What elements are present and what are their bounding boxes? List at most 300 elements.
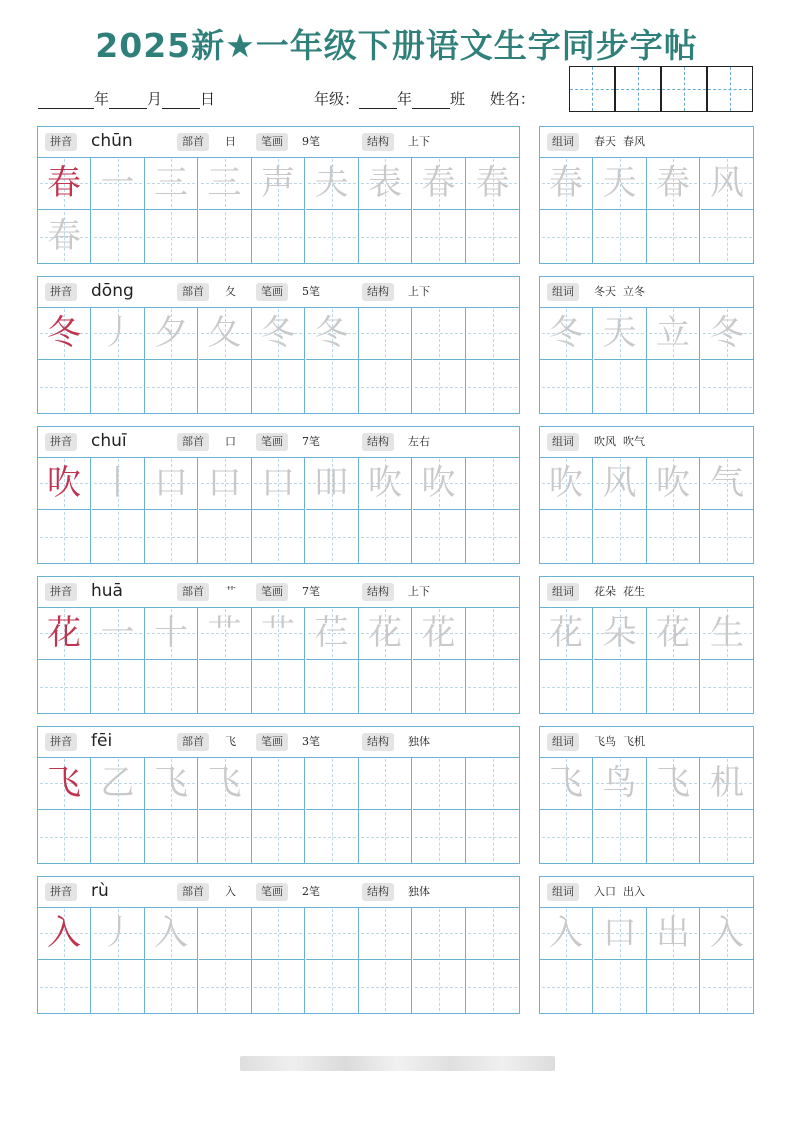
- writing-cell[interactable]: [306, 510, 359, 563]
- radical-value: 口: [225, 435, 236, 448]
- words-card: [539, 426, 754, 564]
- writing-cell[interactable]: [199, 757, 252, 810]
- writing-cell[interactable]: [413, 457, 466, 510]
- writing-cell[interactable]: [306, 157, 359, 210]
- word-trace-character: 入: [710, 913, 744, 953]
- trace-character: 三: [154, 163, 188, 203]
- pinyin-value: chuī: [91, 431, 127, 451]
- word-trace-character: 入: [549, 913, 583, 953]
- word-trace-character: 吹: [549, 463, 583, 503]
- writing-cell[interactable]: [199, 660, 252, 713]
- radical-value: 艹: [225, 585, 236, 598]
- word-trace-character: 花: [656, 613, 690, 653]
- model-character: 吹: [47, 463, 81, 503]
- word-trace-character: 天: [602, 163, 637, 203]
- strokes-tag: 笔画: [256, 883, 288, 901]
- writing-cell[interactable]: [38, 607, 91, 660]
- radical-tag: 部首: [177, 283, 209, 301]
- writing-cell[interactable]: [306, 360, 359, 413]
- word-cell[interactable]: [540, 607, 593, 660]
- writing-cell[interactable]: [306, 457, 359, 510]
- word-cell[interactable]: [540, 907, 593, 960]
- word-cell[interactable]: [594, 457, 647, 510]
- pinyin-value: chūn: [91, 131, 133, 151]
- model-character: 冬: [47, 313, 81, 353]
- words-value: 春天 春风: [594, 135, 645, 148]
- trace-character: 一: [100, 613, 135, 653]
- words-value: 飞鸟 飞机: [594, 735, 645, 748]
- word-cell[interactable]: [701, 960, 754, 1013]
- trace-character: 三: [207, 163, 242, 203]
- word-cell[interactable]: [701, 607, 754, 660]
- trace-character: 入: [154, 913, 188, 953]
- writing-cell[interactable]: [359, 360, 412, 413]
- words-header: [540, 427, 753, 458]
- model-character: 飞: [47, 763, 81, 803]
- writing-cell[interactable]: [306, 607, 359, 660]
- class-label: 班: [450, 90, 466, 108]
- writing-cell[interactable]: [359, 757, 412, 810]
- trace-character: 夫: [314, 163, 349, 203]
- word-trace-character: 鸟: [602, 763, 637, 803]
- radical-tag: 部首: [177, 583, 209, 601]
- words-header: [540, 577, 753, 608]
- writing-cell[interactable]: [359, 510, 412, 563]
- structure-value: 上下: [408, 285, 430, 298]
- writing-cell[interactable]: [252, 960, 305, 1013]
- writing-cell[interactable]: [199, 157, 252, 210]
- word-trace-character: 吹: [656, 463, 690, 503]
- writing-cell[interactable]: [413, 510, 466, 563]
- word-trace-character: 立: [656, 313, 690, 353]
- word-cell[interactable]: [594, 307, 647, 360]
- card-header: [38, 577, 519, 608]
- grade-label: 年级：: [314, 90, 360, 108]
- pinyin-tag: 拼音: [45, 583, 77, 601]
- strokes-value: 2笔: [302, 885, 320, 898]
- word-cell[interactable]: [540, 307, 593, 360]
- structure-value: 上下: [408, 135, 430, 148]
- writing-cell[interactable]: [466, 660, 519, 713]
- writing-cell[interactable]: [145, 960, 198, 1013]
- strokes-value: 3笔: [302, 735, 320, 748]
- radical-value: 入: [225, 885, 236, 898]
- radical-value: 夂: [225, 285, 236, 298]
- name-cell[interactable]: [661, 66, 707, 112]
- word-cell[interactable]: [647, 757, 700, 810]
- writing-cell[interactable]: [359, 157, 412, 210]
- word-cell[interactable]: [701, 307, 754, 360]
- pinyin-value: dōng: [91, 281, 134, 301]
- trace-character: 口: [154, 463, 188, 503]
- writing-cell[interactable]: [359, 607, 412, 660]
- word-cell[interactable]: [594, 607, 647, 660]
- card-header: [38, 277, 519, 308]
- word-cell[interactable]: [701, 757, 754, 810]
- word-cell[interactable]: [594, 157, 647, 210]
- writing-cell[interactable]: [92, 810, 145, 863]
- trace-character: 丿: [100, 913, 135, 953]
- trace-character: 口: [261, 463, 295, 503]
- writing-cell[interactable]: [413, 157, 466, 210]
- structure-value: 独体: [408, 735, 430, 748]
- word-cell[interactable]: [594, 660, 647, 713]
- writing-cell[interactable]: [359, 907, 412, 960]
- writing-cell[interactable]: [252, 210, 305, 263]
- card-header: [38, 127, 519, 158]
- writing-cell[interactable]: [145, 457, 198, 510]
- writing-cell[interactable]: [466, 157, 519, 210]
- writing-cell[interactable]: [92, 907, 145, 960]
- word-cell[interactable]: [540, 510, 593, 563]
- word-trace-character: 冬: [710, 313, 744, 353]
- writing-cell[interactable]: [252, 757, 305, 810]
- writing-cell[interactable]: [252, 307, 305, 360]
- model-character: 花: [47, 613, 81, 653]
- words-value: 花朵 花生: [594, 585, 645, 598]
- words-tag: 组词: [547, 433, 579, 451]
- writing-cell[interactable]: [199, 510, 252, 563]
- word-cell[interactable]: [701, 457, 754, 510]
- writing-cell[interactable]: [466, 960, 519, 1013]
- word-cell[interactable]: [647, 360, 700, 413]
- trace-character: 冬: [261, 313, 295, 353]
- pinyin-tag: 拼音: [45, 133, 77, 151]
- writing-cell[interactable]: [199, 307, 252, 360]
- word-cell[interactable]: [540, 157, 593, 210]
- writing-cell[interactable]: [359, 457, 412, 510]
- writing-cell[interactable]: [145, 210, 198, 263]
- writing-cell[interactable]: [38, 457, 91, 510]
- words-tag: 组词: [547, 583, 579, 601]
- writing-cell[interactable]: [252, 810, 305, 863]
- writing-cell[interactable]: [38, 757, 91, 810]
- writing-cell[interactable]: [199, 607, 252, 660]
- word-cell[interactable]: [594, 510, 647, 563]
- card-header: [38, 727, 519, 758]
- writing-cell[interactable]: [92, 307, 145, 360]
- writing-cell[interactable]: [145, 660, 198, 713]
- word-cell[interactable]: [647, 157, 700, 210]
- writing-cell[interactable]: [145, 907, 198, 960]
- word-cell[interactable]: [647, 510, 700, 563]
- word-trace-character: 风: [602, 463, 637, 503]
- writing-cell[interactable]: [38, 660, 91, 713]
- writing-cell[interactable]: [413, 607, 466, 660]
- day-label: 日: [200, 90, 216, 108]
- word-cell[interactable]: [647, 210, 700, 263]
- trace-character: 丿: [100, 313, 135, 353]
- strokes-tag: 笔画: [256, 283, 288, 301]
- word-cell[interactable]: [540, 757, 593, 810]
- writing-cell[interactable]: [145, 810, 198, 863]
- writing-cell[interactable]: [306, 660, 359, 713]
- word-trace-character: 花: [549, 613, 583, 653]
- year-blank[interactable]: [38, 92, 94, 109]
- trace-character: 春: [421, 163, 456, 203]
- structure-tag: 结构: [362, 283, 394, 301]
- writing-cell[interactable]: [38, 157, 91, 210]
- writing-cell[interactable]: [92, 510, 145, 563]
- writing-cell[interactable]: [413, 810, 466, 863]
- strokes-value: 9笔: [302, 135, 320, 148]
- writing-cell[interactable]: [38, 510, 91, 563]
- blurred-footer: [240, 1056, 555, 1071]
- word-cell[interactable]: [647, 960, 700, 1013]
- word-cell[interactable]: [594, 960, 647, 1013]
- writing-cell[interactable]: [92, 457, 145, 510]
- practice-card: [37, 876, 520, 1014]
- word-cell[interactable]: [701, 810, 754, 863]
- writing-cell[interactable]: [252, 660, 305, 713]
- writing-cell[interactable]: [413, 360, 466, 413]
- trace-character: 花: [421, 613, 456, 653]
- words-header: [540, 277, 753, 308]
- word-cell[interactable]: [594, 360, 647, 413]
- words-value: 入口 出入: [594, 885, 645, 898]
- structure-tag: 结构: [362, 433, 394, 451]
- year-label: 年: [94, 90, 110, 108]
- writing-cell[interactable]: [413, 757, 466, 810]
- strokes-tag: 笔画: [256, 133, 288, 151]
- practice-card: [37, 726, 520, 864]
- words-header: [540, 127, 753, 158]
- word-cell[interactable]: [647, 307, 700, 360]
- writing-cell[interactable]: [145, 360, 198, 413]
- writing-cell[interactable]: [38, 907, 91, 960]
- writing-cell[interactable]: [92, 157, 145, 210]
- writing-cell[interactable]: [145, 157, 198, 210]
- trace-character: 艹: [207, 613, 242, 653]
- month-blank[interactable]: [109, 92, 147, 109]
- writing-cell[interactable]: [252, 157, 305, 210]
- words-value: 吹风 吹气: [594, 435, 645, 448]
- writing-cell[interactable]: [466, 757, 519, 810]
- name-grid[interactable]: [569, 66, 755, 112]
- word-cell[interactable]: [701, 360, 754, 413]
- writing-cell[interactable]: [38, 960, 91, 1013]
- grade-year-label: 年: [397, 90, 413, 108]
- word-cell[interactable]: [540, 457, 593, 510]
- trace-character: 口: [207, 463, 242, 503]
- pinyin-tag: 拼音: [45, 733, 77, 751]
- writing-cell[interactable]: [466, 810, 519, 863]
- strokes-value: 7笔: [302, 585, 320, 598]
- word-cell[interactable]: [701, 660, 754, 713]
- writing-cell[interactable]: [145, 510, 198, 563]
- word-cell[interactable]: [647, 607, 700, 660]
- word-trace-character: 机: [710, 763, 744, 803]
- writing-cell[interactable]: [306, 907, 359, 960]
- practice-card: [37, 276, 520, 414]
- name-cell[interactable]: [569, 66, 615, 112]
- name-cell[interactable]: [707, 66, 753, 112]
- pinyin-value: fēi: [91, 731, 113, 751]
- writing-cell[interactable]: [306, 757, 359, 810]
- words-value: 冬天 立冬: [594, 285, 645, 298]
- word-cell[interactable]: [647, 907, 700, 960]
- pinyin-tag: 拼音: [45, 283, 77, 301]
- writing-cell[interactable]: [92, 607, 145, 660]
- writing-cell[interactable]: [92, 360, 145, 413]
- words-tag: 组词: [547, 883, 579, 901]
- name-cell[interactable]: [615, 66, 661, 112]
- writing-cell[interactable]: [359, 960, 412, 1013]
- trace-character: 飞: [207, 763, 242, 803]
- trace-character: 丨: [100, 463, 135, 503]
- word-cell[interactable]: [647, 660, 700, 713]
- trace-character: 吹: [421, 463, 456, 503]
- trace-character: 冬: [314, 313, 349, 353]
- trace-character: 十: [154, 613, 188, 653]
- word-trace-character: 生: [710, 613, 744, 653]
- words-card: [539, 126, 754, 264]
- word-cell[interactable]: [701, 510, 754, 563]
- writing-cell[interactable]: [145, 757, 198, 810]
- writing-cell[interactable]: [413, 907, 466, 960]
- writing-cell[interactable]: [38, 360, 91, 413]
- writing-cell[interactable]: [466, 510, 519, 563]
- structure-tag: 结构: [362, 583, 394, 601]
- model-character: 春: [47, 163, 81, 203]
- writing-cell[interactable]: [359, 660, 412, 713]
- day-blank[interactable]: [162, 92, 200, 109]
- writing-cell[interactable]: [199, 457, 252, 510]
- trace-character: 花: [368, 613, 402, 653]
- writing-cell[interactable]: [199, 810, 252, 863]
- writing-cell[interactable]: [359, 810, 412, 863]
- word-trace-character: 春: [549, 163, 583, 203]
- writing-cell[interactable]: [466, 907, 519, 960]
- writing-cell[interactable]: [413, 210, 466, 263]
- words-card: [539, 276, 754, 414]
- trace-character: 表: [368, 163, 402, 203]
- grade-blank[interactable]: [359, 92, 397, 109]
- writing-cell[interactable]: [466, 360, 519, 413]
- word-cell[interactable]: [701, 907, 754, 960]
- trace-character: 一: [100, 163, 135, 203]
- writing-cell[interactable]: [306, 210, 359, 263]
- writing-cell[interactable]: [38, 810, 91, 863]
- word-trace-character: 朵: [602, 613, 637, 653]
- writing-cell[interactable]: [466, 210, 519, 263]
- words-card: [539, 576, 754, 714]
- writing-cell[interactable]: [413, 960, 466, 1013]
- writing-cell[interactable]: [359, 210, 412, 263]
- writing-cell[interactable]: [199, 907, 252, 960]
- writing-cell[interactable]: [252, 607, 305, 660]
- word-cell[interactable]: [594, 907, 647, 960]
- structure-value: 上下: [408, 585, 430, 598]
- name-label: 姓名：: [489, 90, 535, 108]
- writing-cell[interactable]: [92, 757, 145, 810]
- radical-tag: 部首: [177, 883, 209, 901]
- practice-card: [37, 426, 520, 564]
- word-cell[interactable]: [540, 360, 593, 413]
- strokes-value: 7笔: [302, 435, 320, 448]
- word-cell[interactable]: [540, 660, 593, 713]
- practice-card: [37, 126, 520, 264]
- writing-cell[interactable]: [252, 907, 305, 960]
- word-trace-character: 冬: [549, 313, 583, 353]
- writing-cell[interactable]: [413, 660, 466, 713]
- trace-character: 夕: [154, 313, 188, 353]
- strokes-tag: 笔画: [256, 733, 288, 751]
- date-line: [38, 88, 215, 109]
- word-cell[interactable]: [647, 810, 700, 863]
- radical-value: 飞: [225, 735, 236, 748]
- writing-cell[interactable]: [38, 307, 91, 360]
- writing-cell[interactable]: [92, 210, 145, 263]
- writing-cell[interactable]: [413, 307, 466, 360]
- trace-character: 吹: [368, 463, 402, 503]
- radical-tag: 部首: [177, 433, 209, 451]
- writing-cell[interactable]: [145, 307, 198, 360]
- structure-tag: 结构: [362, 733, 394, 751]
- class-blank[interactable]: [412, 92, 450, 109]
- word-cell[interactable]: [540, 210, 593, 263]
- word-trace-character: 气: [710, 463, 744, 503]
- radical-tag: 部首: [177, 733, 209, 751]
- structure-value: 独体: [408, 885, 430, 898]
- words-card: [539, 876, 754, 1014]
- word-cell[interactable]: [540, 810, 593, 863]
- trace-character: 春: [47, 216, 81, 256]
- word-cell[interactable]: [594, 210, 647, 263]
- writing-cell[interactable]: [145, 607, 198, 660]
- word-cell[interactable]: [647, 457, 700, 510]
- trace-character: 吅: [314, 463, 349, 503]
- pinyin-tag: 拼音: [45, 433, 77, 451]
- writing-cell[interactable]: [252, 360, 305, 413]
- radical-value: 日: [225, 135, 236, 148]
- writing-cell[interactable]: [306, 307, 359, 360]
- writing-cell[interactable]: [466, 457, 519, 510]
- writing-cell[interactable]: [199, 960, 252, 1013]
- word-trace-character: 春: [656, 163, 690, 203]
- strokes-tag: 笔画: [256, 583, 288, 601]
- trace-character: 春: [475, 163, 510, 203]
- structure-tag: 结构: [362, 883, 394, 901]
- writing-cell[interactable]: [252, 510, 305, 563]
- writing-cell[interactable]: [92, 660, 145, 713]
- word-cell[interactable]: [540, 960, 593, 1013]
- word-trace-character: 风: [710, 163, 744, 203]
- writing-cell[interactable]: [199, 210, 252, 263]
- card-header: [38, 877, 519, 908]
- writing-cell[interactable]: [252, 457, 305, 510]
- writing-cell[interactable]: [359, 307, 412, 360]
- practice-card: [37, 576, 520, 714]
- structure-value: 左右: [408, 435, 430, 448]
- word-cell[interactable]: [701, 157, 754, 210]
- word-cell[interactable]: [594, 810, 647, 863]
- writing-cell[interactable]: [306, 960, 359, 1013]
- writing-cell[interactable]: [306, 810, 359, 863]
- grade-line: [314, 88, 535, 109]
- writing-cell[interactable]: [466, 607, 519, 660]
- writing-cell[interactable]: [466, 307, 519, 360]
- writing-cell[interactable]: [199, 360, 252, 413]
- writing-cell[interactable]: [92, 960, 145, 1013]
- trace-character: 飞: [154, 763, 188, 803]
- trace-character: 夂: [207, 313, 242, 353]
- writing-cell[interactable]: [38, 210, 91, 263]
- strokes-tag: 笔画: [256, 433, 288, 451]
- word-trace-character: 飞: [549, 763, 583, 803]
- word-cell[interactable]: [594, 757, 647, 810]
- word-cell[interactable]: [701, 210, 754, 263]
